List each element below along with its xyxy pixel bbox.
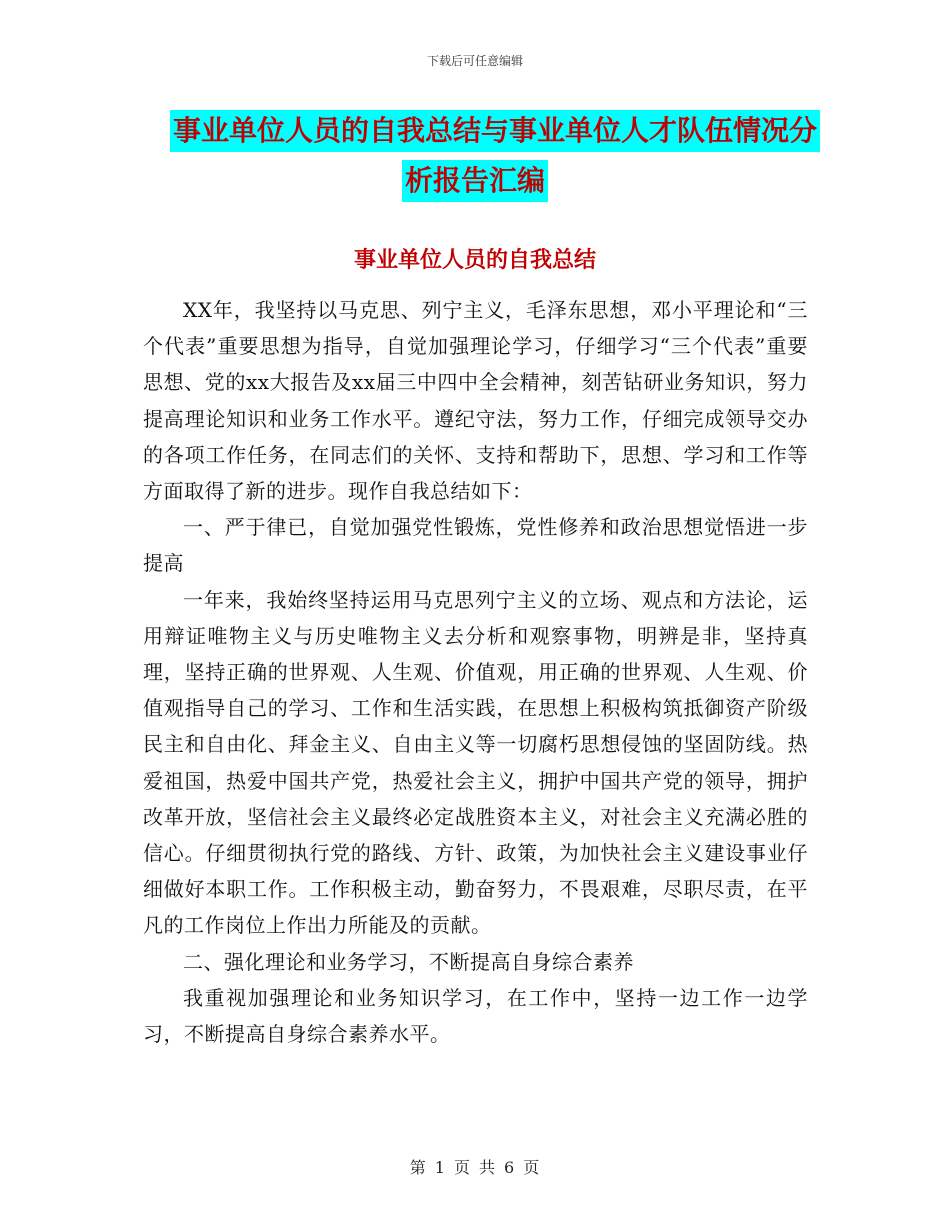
section-heading: 事业单位人员的自我总结 xyxy=(353,248,596,273)
footer-total-label: 共 xyxy=(479,1158,497,1177)
paragraph-body-2: 我重视加强理论和业务知识学习，在工作中，坚持一边工作一边学习，不断提高自身综合素养水平。 xyxy=(143,985,808,1047)
paragraph-heading-1: 一、严于律已，自觉加强党性锻炼，党性修养和政治思想觉悟进一步提高 xyxy=(143,515,808,576)
document-title-line-1: 事业单位人员的自我总结与事业单位人才队伍情况分 xyxy=(170,110,820,152)
footer-prefix: 第 xyxy=(409,1158,427,1177)
paragraph-intro: XX年，我坚持以马克思、列宁主义，毛泽东思想，邓小平理论和“三个代表”重要思想为指导，自觉加强理论学习，仔细学习“三个代表”重要思想、党的xx大报告及xx届三中四中全会精神，刻苦钻研业务知识，努力提高理论知识和业务工作水平。遵纪守法，努力工作，仔细完成领导交办的各项工作任务，在同志们的关怀、支持和帮助下，思想、学习和工作等方面取得了新的进步。现作自我总结如下： xyxy=(143,298,808,504)
footer-page-word: 页 xyxy=(453,1158,471,1177)
document-body xyxy=(143,292,808,1052)
page-header-note: 下载后可任意编辑 xyxy=(426,54,523,68)
footer-suffix: 页 xyxy=(523,1158,541,1177)
footer-current-page: 1 xyxy=(434,1158,446,1177)
document-title xyxy=(0,110,950,210)
document-title-line-2: 析报告汇编 xyxy=(402,160,548,202)
paragraph-heading-2: 二、强化理论和业务学习，不断提高自身综合素养 xyxy=(183,949,634,974)
footer-total-pages: 6 xyxy=(504,1158,516,1177)
paragraph-body-1: 一年来，我始终坚持运用马克思列宁主义的立场、观点和方法论，运用辩证唯物主义与历史唯物主义去分析和观察事物，明辨是非，坚持真理，坚持正确的世界观、人生观、价值观，用正确的世界观、人生观、价值观指导自己的学习、工作和生活实践，在思想上积极构筑抵御资产阶级民主和自由化、拜金主义、自由主义等一切腐朽思想侵蚀的坚固防线。热爱祖国，热爱中国共产党，热爱社会主义，拥护中国共产党的领导，拥护改革开放，坚信社会主义最终必定战胜资本主义，对社会主义充满必胜的信心。仔细贯彻执行党的路线、方针、政策，为加快社会主义建设事业仔细做好本职工作。工作积极主动，勤奋努力，不畏艰难，尽职尽责，在平凡的工作岗位上作出力所能及的贡献。 xyxy=(143,587,808,938)
page-number-footer xyxy=(0,1155,950,1178)
